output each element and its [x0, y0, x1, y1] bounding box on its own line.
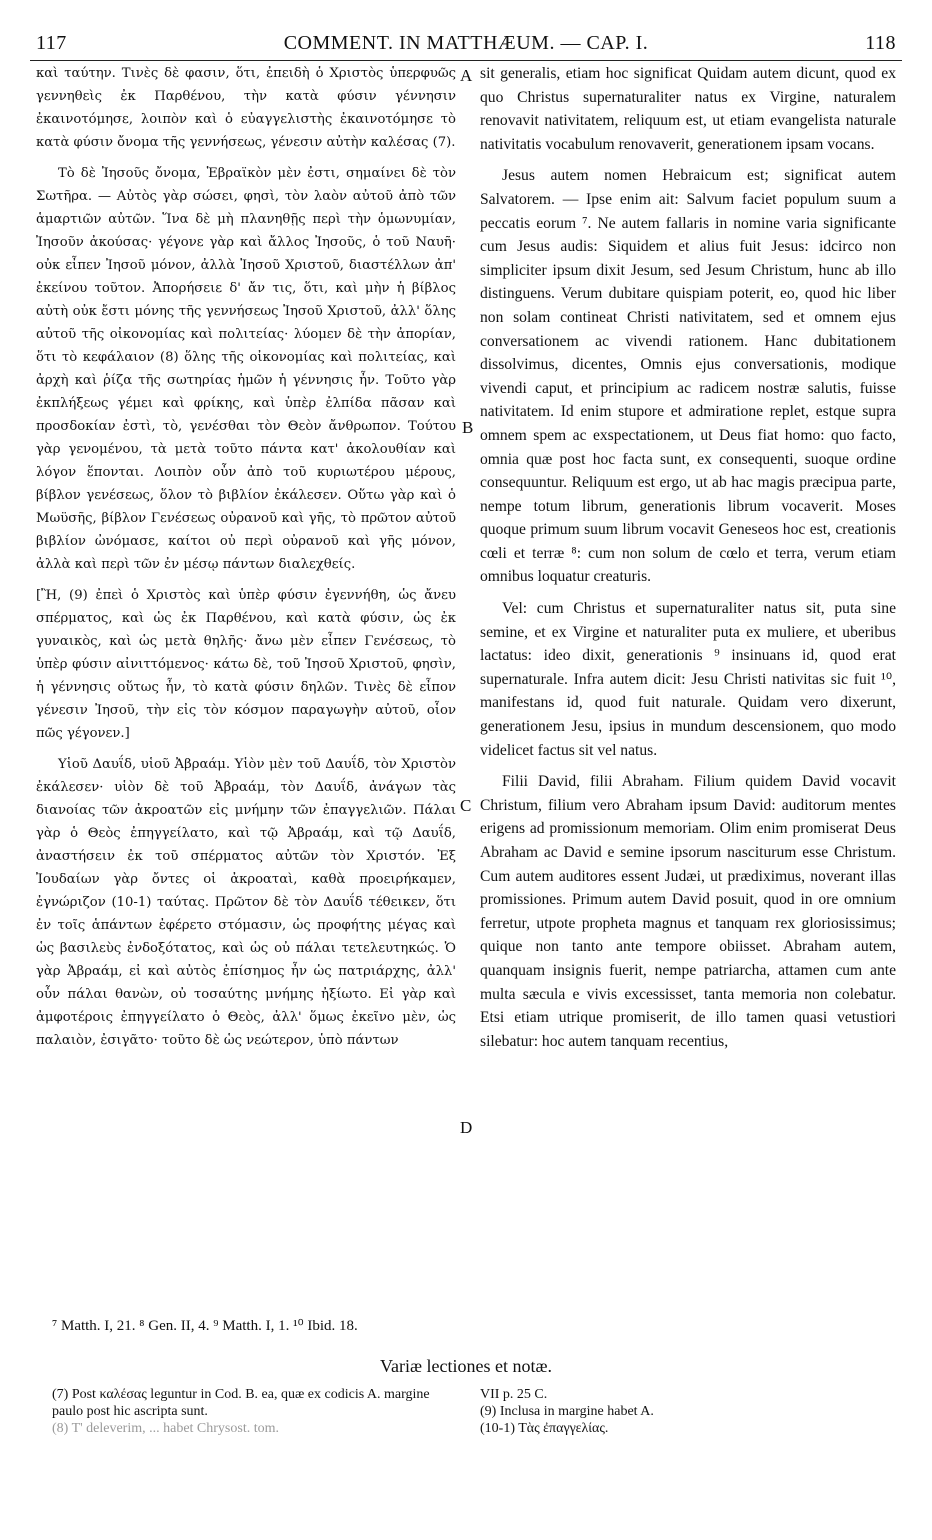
page-number-right: 118 [865, 32, 896, 54]
variae-note-faded: (8) T' deleverim, ... habet Chrysost. tom. [52, 1421, 280, 1436]
header-rule [30, 60, 902, 61]
variae-heading: Variæ lectiones et notæ. [380, 1356, 552, 1376]
footnotes: ⁷ Matth. I, 21. ⁸ Gen. II, 4. ⁹ Matth. I, 1. ¹⁰ Ibid. 18. [52, 1318, 358, 1334]
variae-left-column [52, 1386, 454, 1437]
latin-column [480, 62, 896, 1061]
variae-right-column [480, 1386, 880, 1437]
margin-letter: A [460, 66, 473, 85]
greek-paragraph: καὶ ταύτην. Τινὲς δὲ φασιν, ὅτι, ἐπειδὴ ὁ Χριστὸς ὑπερφυῶς γεννηθεὶς ἐκ Παρθένου, τὴν κατὰ φύσιν γέννησιν ἐκαινοτόμησε, λοιπὸν καὶ ὁ εὐαγγελιστὴς ἐκαινοτόμησε τὸ κατὰ φύσιν ὄνομα τῆς γεννήσεως, γένεσιν αὐτὴν καλέσας (7). [36, 66, 456, 150]
page-number-left: 117 [36, 32, 67, 54]
latin-paragraph: sit generalis, etiam hoc significat Quidam autem dicunt, quod ex quo Christus supernaturaliter natus ex Virgine, naturalem renovavit nativitatem, reliquum est, ut etiam evangelista naturale nativitatis vocabulum renovaverit, generationem ipsam vocans. [480, 65, 896, 153]
running-title: COMMENT. IN MATTHÆUM. — CAP. I. [283, 32, 649, 54]
variae-note: VII p. 25 C. [480, 1387, 548, 1402]
greek-paragraph: Υἱοῦ Δαυΐδ, υἱοῦ Ἀβραάμ. Υἱὸν μὲν τοῦ Δαυΐδ, τὸν Χριστὸν ἐκάλεσεν· υἱὸν δὲ τοῦ Ἀβραάμ, τὸν Δαυΐδ, ἀνάγων τὰς διανοίας τῶν ἀκροατῶν εἰς μνήμην τῶν ἐπαγγελιῶν. Πάλαι γὰρ ὁ Θεὸς ἐπηγγείλατο, καὶ τῷ Ἀβραάμ, καὶ τῷ Δαυΐδ, ἀναστήσειν ἐκ τοῦ σπέρματος αὐτῶν τὸν Χριστόν. Ἐξ Ἰουδαίων γὰρ ὄντες οἱ ἀκροαταὶ, καθὰ προειρήκαμεν, ἐγνώριζον (10-1) ταύτας. Πρῶτον δὲ τὸν Δαυΐδ τέθεικεν, ὅτι ἐν τοῖς ἁπάντων ἐφέρετο στόμασιν, ὡς προφήτης μέγας καὶ ὡς βασιλεὺς ἐνδοξότατος, καὶ ὡς οὐ πάλαι τετελευτηκώς. Ὁ γὰρ Ἀβραάμ, εἰ καὶ αὐτὸς ἐπίσημος ἦν ὡς πατριάρχης, ἀλλ' οὖν πάλαι θανὼν, οὐ τοσαύτης μνήμης ἠξίωτο. Εἰ γὰρ καὶ ἀμφοτέροις ἐπηγγείλατο ὁ Θεὸς, ἀλλ' ὅμως ἐκεῖνο μὲν, ὡς παλαιὸν, ἐσιγᾶτο· τοῦτο δὲ ὡς νεώτερον, ὑπὸ πάντων [36, 757, 456, 1048]
latin-paragraph: Vel: cum Christus et supernaturaliter natus sit, puta sine semine, et ex Virgine et naturaliter puta ex muliere, et uberibus lactatus: ideo dixit, generationis ⁹ insinuans id, quod erat supernaturale. Infra autem dicit: Jesu Christi nativitas sic fuit ¹⁰, manifestans id, quod fuit naturale. Quidam vero dixerunt, generationem Jesu, ipsius in mundum descensionem, quo modo videlicet factus sit vel natus. [480, 600, 896, 759]
latin-paragraph: Jesus autem nomen Hebraicum est; significat autem Salvatorem. — Ipse enim ait: Salvum faciet populum suum a peccatis eorum ⁷. Ne autem fallaris in nomine varia significante cum Jesus audis: Siquidem et alius fuit Jesus: idcirco non simpliciter ipsum dixit Jesum, sed Jesum Christum, hunc ab illo distinguens. Verum dubitare quispiam poterit, eo, quod hic liber non solam contineat Christi nativitatem, sed et omnem ejus conversationem ac vivendi rationem. Hanc dubitationem dissolvimus, dicentes, Omnis ejus conversationis, modique vivendi caput, et principium ac radicem nostræ salutis, fuisse nativitatem. Id enim stupore et admiratione replet, estque supra omnem spem ac exspectationem, ut Deus fiat homo: quo facto, omnia quæ post hoc facta sunt, ex consequenti, suoque ordine consequuntur. Reliquum est ergo, ut ab hac magis præcipua parte, nempe totum librum, generationis librum vocaverit. Moses quoque primum suum librum vocavit Geneseos hoc est, creationis cœli et terræ ⁸: cum non solum de cœlo et terra, verum etiam omnibus loquatur creaturis. [480, 167, 896, 586]
variae-note: (7) Post καλέσας leguntur in Cod. B. ea, quæ ex codicis A. margine paulo post hic ascripta sunt. [52, 1387, 430, 1419]
margin-letter: D [460, 1118, 473, 1137]
greek-paragraph: [Ἢ, (9) ἐπεὶ ὁ Χριστὸς καὶ ὑπὲρ φύσιν ἐγεννήθη, ὡς ἄνευ σπέρματος, καὶ ὡς ἐκ Παρθένου, καὶ κατὰ φύσιν, ὡς ἐκ γυναικὸς, καὶ ὡς μετὰ θηλῆς· ἄνω μὲν εἶπεν Γενέσεως, τὸ ὑπὲρ φύσιν αἰνιττόμενος· κάτω δὲ, τοῦ Ἰησοῦ Χριστοῦ, φησὶν, ἡ γέννησις οὕτως ἦν, τὸ κατὰ φύσιν δηλῶν. Τινὲς δὲ εἶπον γένεσιν Ἰησοῦ, τὴν εἰς τὸν κόσμον παραγωγὴν αὐτοῦ, οἷον πῶς γέγονεν.] [36, 588, 456, 741]
variae-note: (10-1) Τὰς ἐπαγγελίας. [480, 1421, 609, 1436]
greek-paragraph: Τὸ δὲ Ἰησοῦς ὄνομα, Ἑβραϊκὸν μὲν ἐστι, σημαίνει δὲ τὸν Σωτῆρα. — Αὐτὸς γὰρ σώσει, φησὶ, τὸν λαὸν αὐτοῦ ἀπὸ τῶν ἁμαρτιῶν αὐτῶν. Ἵνα δὲ μὴ πλανηθῇς περὶ τὴν ὁμωνυμίαν, Ἰησοῦν ἀκούσας· γέγονε γὰρ καὶ ἄλλος Ἰησοῦς, ὁ τοῦ Ναυῆ· οὐκ εἶπεν Ἰησοῦ μόνον, ἀλλὰ Ἰησοῦ Χριστοῦ, διαστέλλων ἀπ' ἐκείνου τοῦτον. Ἀπορήσειε δ' ἄν τις, ὅτι, καὶ μὴν ἡ βίβλος αὐτὴ οὐκ ἔστι μόνης τῆς γεννήσεως Ἰησοῦ Χριστοῦ, ἀλλ' ὅλης αὐτοῦ τῆς οἰκονομίας καὶ πολιτείας· λύομεν δὲ τὴν ἀπορίαν, ὅτι τὸ κεφάλαιον (8) ὅλης τῆς οἰκονομίας καὶ πολιτείας, καὶ ἀρχὴ καὶ ῥίζα τῆς σωτηρίας ἡμῶν ἡ γέννησις ἦν. Τοῦτο γὰρ ἐκπλήξεως γέμει καὶ φρίκης, καὶ ὑπὲρ ἐλπίδα πᾶσαν καὶ προσδοκίαν ἐστὶ, τὸ, γενέσθαι τὸν Θεὸν ἄνθρωπον. Τούτου γὰρ γενομένου, τὰ μετὰ τοῦτο πάντα κατ' ἀκολουθίαν καὶ λόγον ἕπονται. Λοιπὸν οὖν ἀπὸ τοῦ κυριωτέρου μέρους, βίβλον γενέσεως, ὅλον τὸ βιβλίον ἐκάλεσεν. Οὕτω γὰρ καὶ ὁ Μωϋσῆς, βίβλον Γενέσεως οὐρανοῦ καὶ γῆς, τὸ πρῶτον αὐτοῦ βιβλίον ὠνόμασε, καίτοι οὐ περὶ οὐρανοῦ καὶ γῆς μόνον, ἀλλὰ καὶ περὶ τῶν ἐν μέσῳ πάντων διαλεχθείς. [36, 166, 456, 572]
margin-letter: C [460, 796, 472, 815]
variae-note: (9) Inclusa in margine habet A. [480, 1404, 654, 1419]
margin-letter: B [462, 418, 474, 437]
latin-paragraph: Filii David, filii Abraham. Filium quidem David vocavit Christum, filium vero Abraham ipsum David: auditorum mentes erigens ad promissionum memoriam. Olim enim promiserat Deus Abraham ac David e semine ipsorum nasciturum esse Christum. Cum autem auditores essent Judæi, ut prædiximus, noverant illas promissiones. Primum autem David posuit, quod in ore omnium ferretur, utpote propheta magnus et tanquam rex gloriosissimus; quique non tanto ante tempore obiisset. Abraham autem, quanquam insignis fuerit, nempe patriarcha, attamen cum ante multa sæcula e vivis excessisset, tanta memoria non colebatur. Etsi etiam utrique promiserit, de illo tamen quasi vetustiori silebatur: hoc autem tanquam recentius, [480, 773, 896, 1050]
running-header [30, 30, 902, 60]
greek-column [36, 62, 456, 1060]
